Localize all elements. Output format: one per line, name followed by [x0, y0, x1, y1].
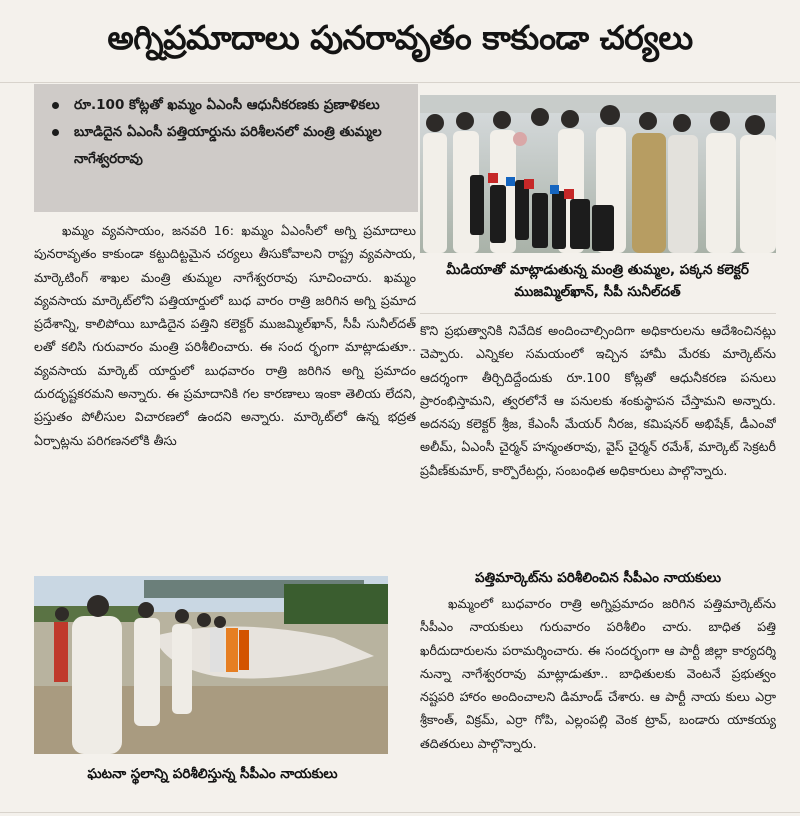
site-photo-image	[34, 576, 388, 754]
bullet-icon	[52, 129, 59, 136]
highlights-box	[34, 84, 418, 212]
headline: అగ్నిప్రమాదాలు పునరావృతం కాకుండా చర్యలు	[107, 17, 693, 57]
article-text: ఖమ్మం వ్యవసాయం, జనవరి 16: ఖమ్మం ఏఎంసీలో అగ్ని ప్రమాదాలు పునరావృతం కాకుండా కట్టుదిట్టమైన చర్యలు తీసుకోవాలని రాష్ట్ర వ్యవసాయ, మార్కెటింగ్ శాఖల మంత్రి తుమ్మల నాగేశ్వరరావు సూచించారు. ఖమ్మం వ్యవసాయ మార్కెట్‌లోని పత్తియార్డులో బుధ వారం రాత్రి జరిగిన అగ్ని ప్రమాద ప్రదేశాన్ని, కాలిపోయి బూడిదైన పత్తిని కలెక్టర్ ముజమ్మిల్‌ఖాన్, సీపీ సునీల్‌దత్ లతో కలిసి గురువారం మంత్రి పరిశీలించారు. ఈ సంద ర్భంగా మాట్లాడుతూ.. వ్యవసాయ మార్కెట్ యార్డులో బుధవారం రాత్రి జరిగిన అగ్ని ప్రమాదం దురదృష్టకరమని అన్నారు. ఈ ప్రమాదానికి గల కారణాలు ఇంకా తెలియ లేదని, ప్రస్తుతం పోలీసుల విచారణలో ఉందని అన్నారు. మార్కెట్‌లో ఉన్న భద్రత ఏర్పాట్లను పరిగణనలోకి తీసు	[34, 223, 416, 448]
sub-article	[420, 592, 776, 802]
media-photo-caption: మీడియాతో మాట్లాడుతున్న మంత్రి తుమ్మల, పక్కన కలెక్టర్ ముజమ్మిల్‌ఖాన్, సీపీ సునీల్‌దత్	[446, 262, 749, 300]
divider	[420, 313, 776, 314]
media-photo	[420, 95, 776, 253]
sub-heading: పత్తిమార్కెట్‌ను పరిశీలించిన సీపీఎం నాయకులు	[474, 570, 721, 586]
highlight-text: రూ.100 కోట్లతో ఖమ్మం ఏఎంసీ ఆధునీకరణకు ప్రణాళికలు	[74, 97, 380, 113]
divider	[0, 82, 800, 83]
site-photo-caption: ఘటనా స్థలాన్ని పరిశీలిస్తున్న సీపీఎం నాయకులు	[87, 766, 338, 782]
divider	[0, 812, 800, 813]
bullet-icon	[52, 102, 59, 109]
highlight-item	[48, 92, 408, 119]
media-photo-image	[420, 95, 776, 253]
sub-article-text: ఖమ్మంలో బుధవారం రాత్రి అగ్నిప్రమాదం జరిగిన పత్తిమార్కెట్‌ను సీపీఎం నాయకులు గురువారం పరిశీలిం చారు. బాధిత పత్తి ఖరీదుదారులను పరామర్శించారు. ఈ సందర్భంగా ఆ పార్టీ జిల్లా కార్యదర్శి నున్నా నాగేశ్వరరావు మాట్లాడుతూ.. బాధితులకు వెంటనే ప్రభుత్వం నష్టపరి హారం అందించాలని డిమాండ్ చేశారు. ఆ పార్టీ నాయ కులు ఎర్రా శ్రీకాంత్, విక్రమ్, ఎర్రా గోపి, ఎల్లంపల్లి వెంక ట్రావ్, బండారు యాకయ్య తదితరులు పాల్గొన్నారు.	[420, 596, 776, 751]
article-left-column	[34, 219, 416, 565]
article-text: కొని ప్రభుత్వానికి నివేదిక అందించాల్సిందిగా అధికారులను ఆదేశించినట్లు చెప్పారు. ఎన్నికల సమయంలో ఇచ్చిన హామీ మేరకు మార్కెట్‌ను ఆదర్శంగా తీర్చిదిద్దేందుకు రూ.100 కోట్లతో ఆధునీకరణ పనులు ప్రారంభిస్తామని, త్వరలోనే ఆ పనులకు శంకుస్థాపన చేస్తామని అన్నారు. అదనపు కలెక్టర్ శ్రీజ, కేఎంసీ మేయర్ నీరజ, కమిషనర్ అభిషేక్, డీఎంవో అలీమ్, ఏఎంసీ చైర్మన్ హన్మంతరావు, వైస్ చైర్మన్ రమేశ్, మార్కెట్ సెక్రటరీ ప్రవీణ్‌కుమార్, కార్పొరేటర్లు, సంబంధిత అధికారులు పాల్గొన్నారు.	[420, 323, 776, 478]
highlight-text: బూడిదైన ఏఎంసీ పత్తియార్డును పరిశీలనలో మంత్రి తుమ్మల నాగేశ్వరరావు	[74, 124, 382, 167]
highlight-item	[48, 119, 408, 173]
site-photo	[34, 576, 388, 754]
article-right-column	[420, 319, 776, 563]
